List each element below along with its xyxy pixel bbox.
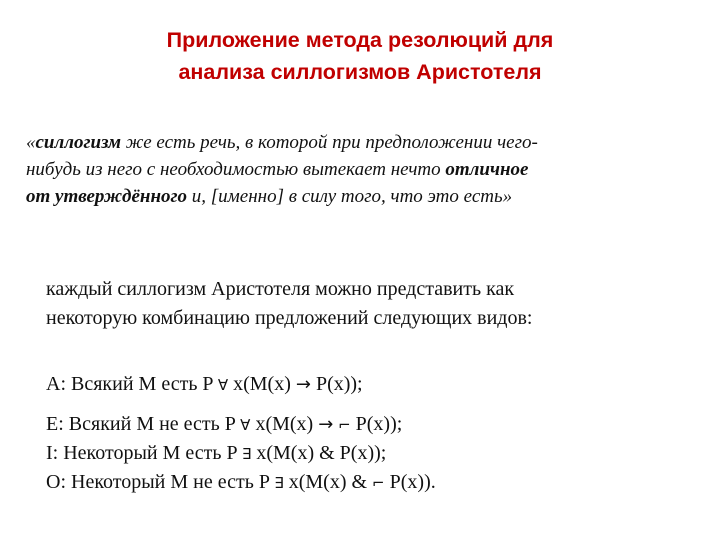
form-o bbox=[46, 468, 686, 497]
exists-symbol: ∃ bbox=[274, 474, 284, 492]
quote-line-2 bbox=[26, 156, 698, 183]
implies-arrow-icon: → bbox=[318, 414, 334, 435]
quote-line-1 bbox=[26, 129, 698, 156]
quote-term-different: отличное bbox=[445, 159, 529, 180]
formula-part: P(x)). bbox=[384, 471, 436, 493]
quote-line-3 bbox=[26, 183, 698, 210]
formula-part: x(M(x) bbox=[250, 413, 319, 435]
formula-part: P(x)); bbox=[310, 373, 363, 395]
implies-arrow-icon: → bbox=[295, 374, 311, 395]
exists-symbol: ∃ bbox=[241, 445, 252, 463]
forall-symbol: ∀ bbox=[217, 376, 229, 394]
formula-part: x(M(x) & P(x)); bbox=[251, 442, 387, 464]
slide-title bbox=[0, 24, 720, 88]
intro-line-2: некоторую комбинацию предложений следующих видов: bbox=[46, 307, 533, 329]
quote-term-syllogism: силлогизм bbox=[35, 132, 122, 153]
title-line-2: анализа силлогизмов Аристотеля bbox=[178, 60, 542, 84]
form-label: A: Всякий M есть P bbox=[46, 373, 218, 395]
quote-text-2: нибудь из него с необходимостью вытекает нечто bbox=[26, 159, 446, 180]
form-label: E: Всякий M не есть P bbox=[46, 413, 241, 435]
aristotle-quote bbox=[26, 129, 698, 210]
quote-term-asserted: от утверждённого bbox=[26, 186, 188, 207]
negation-symbol: ⌐ bbox=[372, 474, 385, 492]
title-line-1: Приложение метода резолюций для bbox=[166, 28, 554, 52]
form-group-eio bbox=[46, 410, 686, 497]
formula-part: P(x)); bbox=[350, 413, 403, 435]
intro-line-1: каждый силлогизм Аристотеля можно представить как bbox=[46, 278, 515, 300]
formula-part: x(M(x) & bbox=[283, 471, 373, 493]
form-row bbox=[46, 370, 686, 399]
form-label: I: Некоторый M есть P bbox=[46, 442, 242, 464]
forall-symbol: ∀ bbox=[240, 416, 251, 434]
formula-part: x(M(x) bbox=[228, 373, 296, 395]
form-i bbox=[46, 439, 686, 468]
form-e bbox=[46, 410, 686, 439]
form-a bbox=[46, 370, 686, 399]
intro-paragraph bbox=[46, 275, 686, 333]
form-label: O: Некоторый M не есть P bbox=[46, 471, 275, 493]
quote-open-mark: « bbox=[26, 132, 36, 153]
negation-symbol: ⌐ bbox=[333, 416, 351, 434]
quote-text-1: же есть речь, в которой при предположении чего- bbox=[121, 132, 538, 153]
quote-text-3: и, [именно] в силу того, что это есть» bbox=[187, 186, 513, 207]
